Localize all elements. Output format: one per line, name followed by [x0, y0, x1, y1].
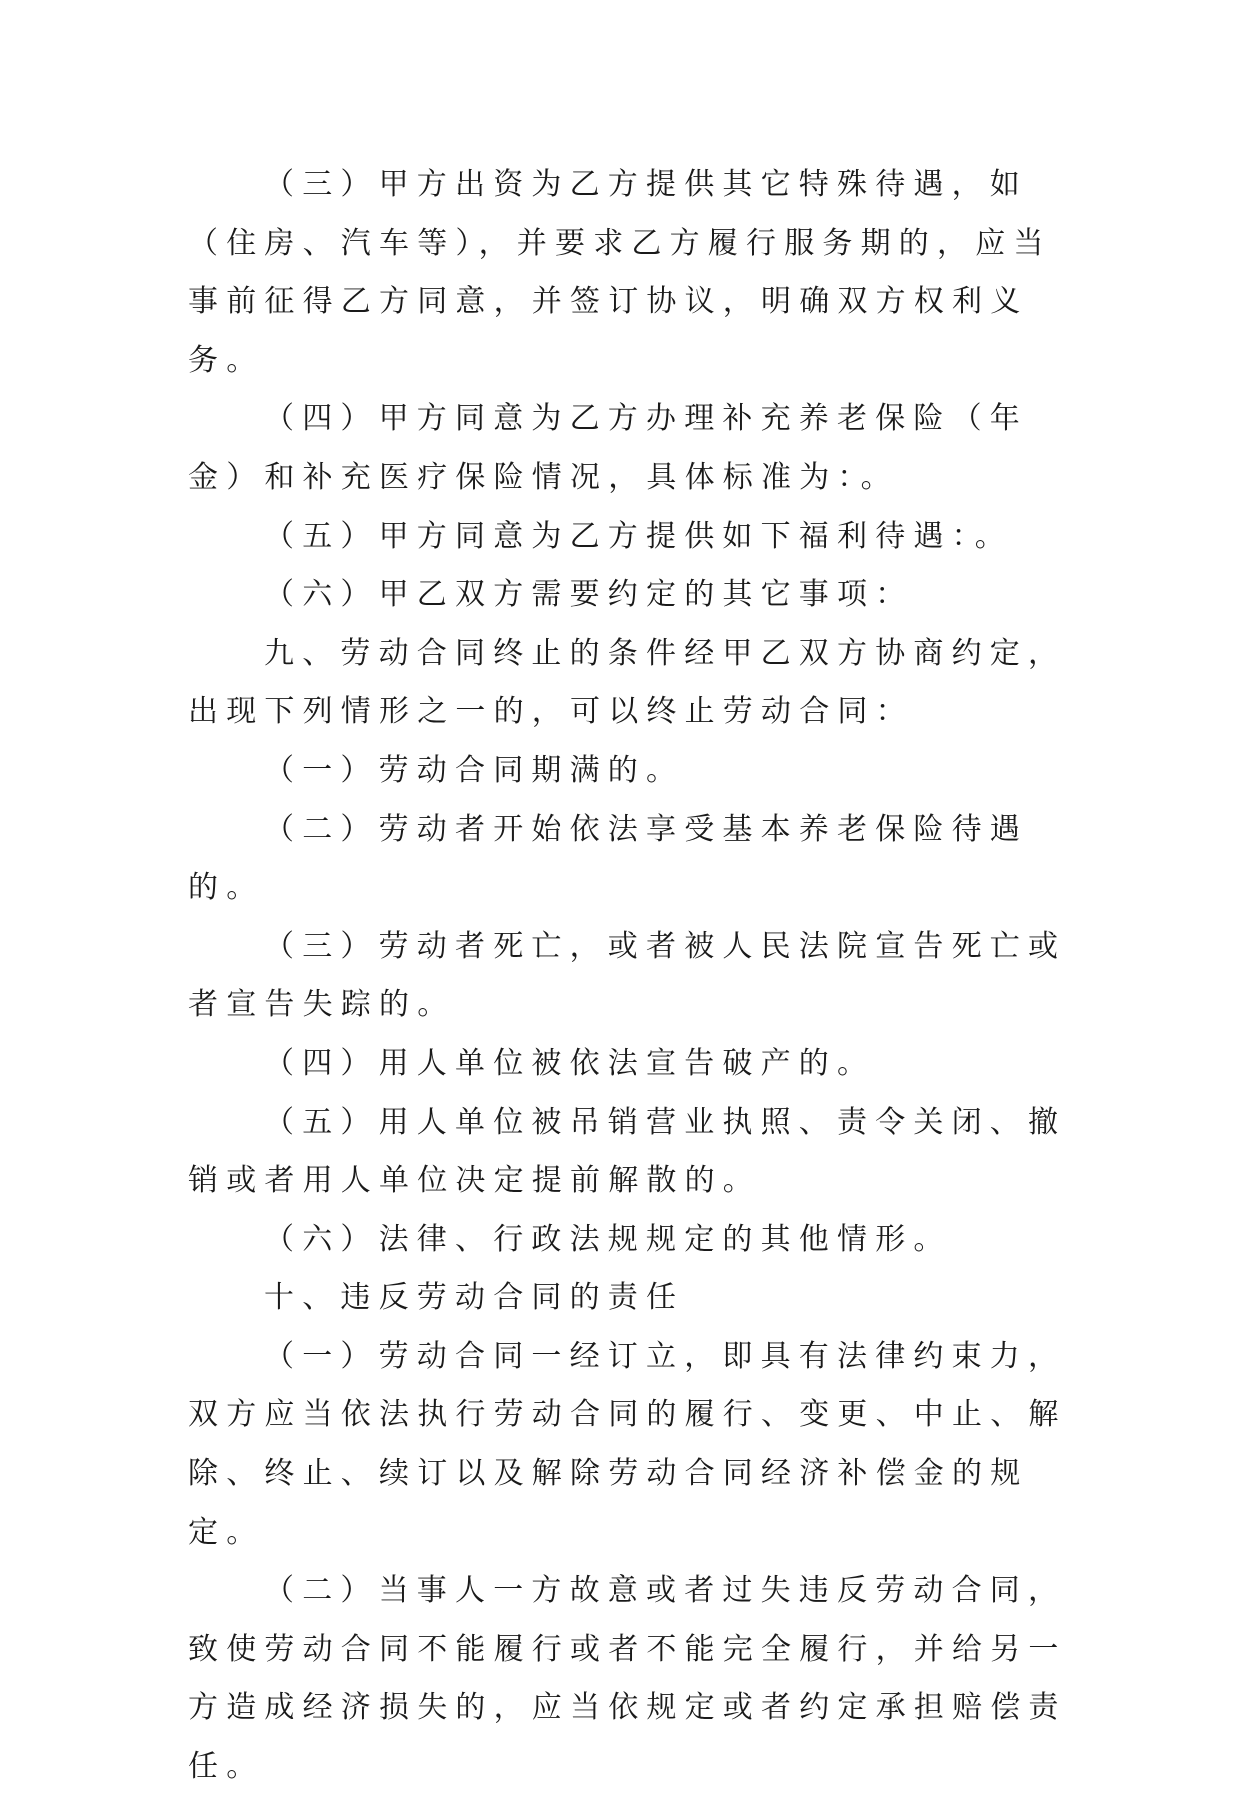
- paragraph-termination-6: （六）法律、行政法规规定的其他情形。: [264, 1221, 952, 1257]
- paragraph-special-benefits: （三）甲方出资为乙方提供其它特殊待遇，如（住房、汽车等），并要求乙方履行服务期的，应当事前征得乙方同意，并签订协议，明确双方权利义务。: [188, 167, 1052, 378]
- paragraph-termination-2: （二）劳动者开始依法享受基本养老保险待遇的。: [188, 811, 1028, 906]
- paragraph-welfare: （五）甲方同意为乙方提供如下福利待遇：。: [264, 518, 1013, 554]
- section-heading-liability: 十、违反劳动合同的责任: [264, 1280, 685, 1316]
- section-heading-termination: 九、劳动合同终止的条件经甲乙双方协商约定，出现下列情形之一的，可以终止劳动合同：: [188, 635, 1067, 730]
- paragraph-other-matters: （六）甲乙双方需要约定的其它事项：: [264, 577, 914, 613]
- paragraph-termination-1: （一）劳动合同期满的。: [264, 752, 685, 788]
- paragraph-supplementary-insurance: （四）甲方同意为乙方办理补充养老保险（年金）和补充医疗保险情况，具体标准为：。: [188, 401, 1028, 495]
- paragraph-termination-4: （四）用人单位被依法宣告破产的。: [264, 1045, 876, 1081]
- paragraph-liability-1: （一）劳动合同一经订立，即具有法律约束力，双方应当依法执行劳动合同的履行、变更、中止、解除、终止、续订以及解除劳动合同经济补偿金的规定。: [188, 1338, 1067, 1550]
- paragraph-liability-2: （二）当事人一方故意或者过失违反劳动合同，致使劳动合同不能履行或者不能完全履行，并给另一方造成经济损失的，应当依规定或者约定承担赔偿责任。: [188, 1573, 1067, 1785]
- document-body: [188, 156, 1068, 1797]
- paragraph-termination-5: （五）用人单位被吊销营业执照、责令关闭、撤销或者用人单位决定提前解散的。: [188, 1104, 1067, 1199]
- paragraph-termination-3: （三）劳动者死亡，或者被人民法院宣告死亡或者宣告失踪的。: [188, 928, 1067, 1023]
